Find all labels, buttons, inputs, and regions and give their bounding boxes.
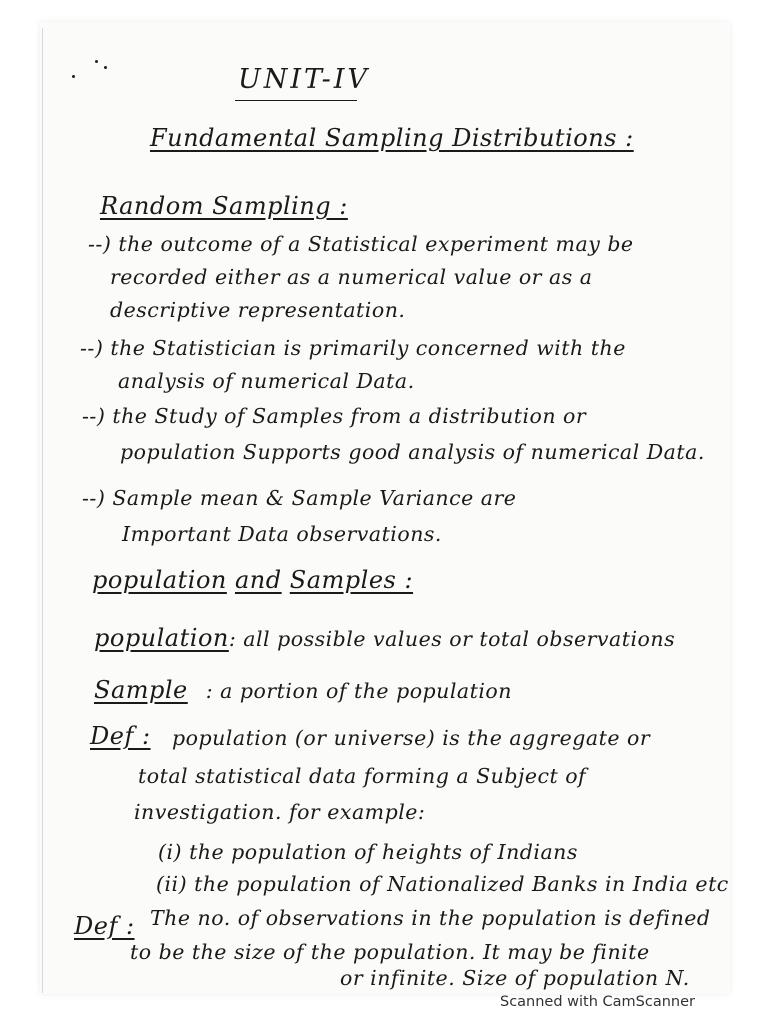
population-definition: : all possible values or total observations <box>228 627 676 651</box>
body-line: (i) the population of heights of Indians <box>158 840 578 864</box>
def-label: Def : <box>90 722 151 750</box>
page-heading: Fundamental Sampling Distributions : <box>150 124 634 152</box>
body-line: (ii) the population of Nationalized Banks in India etc <box>156 872 729 896</box>
body-line: descriptive representation. <box>110 298 406 322</box>
body-line: population (or universe) is the aggregate or <box>172 726 651 750</box>
title-part: and <box>234 566 282 594</box>
section-random-sampling-title: Random Sampling : <box>100 192 348 220</box>
body-line: analysis of numerical Data. <box>118 369 415 393</box>
body-line: population Supports good analysis of numerical Data. <box>120 440 705 464</box>
def-label: Def : <box>74 912 135 940</box>
sample-term: Sample <box>94 676 188 704</box>
body-line: total statistical data forming a Subject of <box>138 764 587 788</box>
sample-definition-line <box>94 676 512 704</box>
body-line: or infinite. Size of population N. <box>340 966 690 990</box>
ink-mark <box>95 60 98 63</box>
unit-title <box>238 64 370 95</box>
population-definition-line <box>94 624 675 652</box>
body-line: --) the Statistician is primarily concerned with the <box>80 336 626 360</box>
ink-mark <box>104 66 107 69</box>
population-term: population <box>94 624 229 652</box>
ink-mark <box>72 75 75 78</box>
margin-line <box>42 28 43 993</box>
body-line: recorded either as a numerical value or as a <box>110 265 593 289</box>
body-line: The no. of observations in the population is defined <box>150 906 711 930</box>
title-underline <box>235 100 357 101</box>
body-line: --) the Study of Samples from a distribution or <box>82 404 587 428</box>
title-part: Samples : <box>289 566 414 594</box>
sample-definition: : a portion of the population <box>205 679 512 703</box>
scanner-watermark: Scanned with CamScanner <box>499 994 695 1010</box>
body-line: Important Data observations. <box>122 522 442 546</box>
body-line: to be the size of the population. It may be finite <box>130 940 650 964</box>
title-part: population <box>92 566 227 594</box>
section-population-samples-title <box>92 566 413 594</box>
unit-title-text: UNIT-IV <box>238 64 370 95</box>
body-line: --) Sample mean & Sample Variance are <box>82 486 517 510</box>
body-line: investigation. for example: <box>134 800 426 824</box>
body-line: --) the outcome of a Statistical experiment may be <box>88 232 634 256</box>
